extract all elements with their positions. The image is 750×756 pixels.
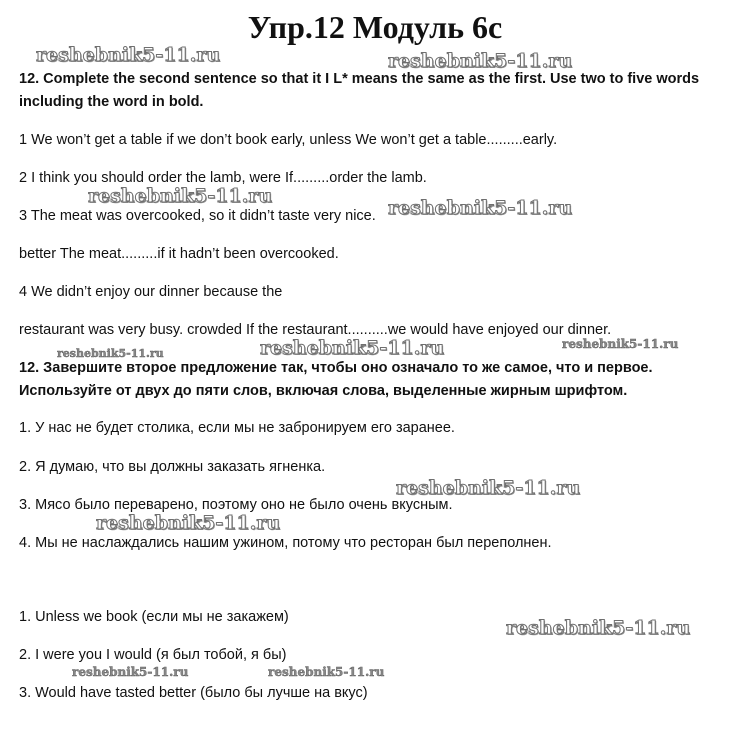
watermark: reshebnik5-11.ru bbox=[506, 617, 691, 639]
answer-3: 3. Would have tasted better (было бы лучше на вкус) bbox=[19, 685, 368, 701]
watermark: reshebnik5-11.ru bbox=[96, 512, 281, 534]
page-title: Упр.12 Модуль 6с bbox=[247, 9, 503, 45]
watermark: reshebnik5-11.ru bbox=[88, 185, 273, 207]
watermark: reshebnik5-11.ru bbox=[57, 347, 164, 360]
watermark: reshebnik5-11.ru bbox=[72, 665, 189, 679]
watermark: reshebnik5-11.ru bbox=[260, 337, 445, 359]
watermark: reshebnik5-11.ru bbox=[388, 50, 573, 72]
english-sentence-3: 3 The meat was overcooked, so it didn’t taste very nice. bbox=[19, 208, 376, 224]
answer-1: 1. Unless we book (если мы не закажем) bbox=[19, 609, 289, 625]
russian-sentence-1: 1. У нас не будет столика, если мы не забронируем его заранее. bbox=[19, 420, 455, 436]
russian-sentence-4: 4. Мы не наслаждались нашим ужином, потому что ресторан был переполнен. bbox=[19, 535, 552, 551]
english-sentence-1: 1 We won’t get a table if we don’t book early, unless We won’t get a table.........early. bbox=[19, 132, 558, 148]
russian-task-line-1: 12. Завершите второе предложение так, чтобы оно означало то же самое, что и первое. bbox=[19, 360, 653, 376]
english-sentence-4: 4 We didn’t enjoy our dinner because the bbox=[19, 284, 283, 300]
russian-task-line-2: Используйте от двух до пяти слов, включая слова, выделенные жирным шрифтом. bbox=[19, 383, 628, 399]
english-task-line-2: including the word in bold. bbox=[19, 94, 204, 110]
english-sentence-3-continued: better The meat.........if it hadn’t been overcooked. bbox=[19, 246, 339, 262]
watermark: reshebnik5-11.ru bbox=[388, 197, 573, 219]
english-task-line-1: 12. Complete the second sentence so that it I L* means the same as the first. Use two to five words bbox=[19, 71, 700, 87]
russian-sentence-2: 2. Я думаю, что вы должны заказать ягненка. bbox=[19, 459, 326, 475]
watermark: reshebnik5-11.ru bbox=[562, 337, 679, 351]
watermark: reshebnik5-11.ru bbox=[396, 477, 581, 499]
english-sentence-4-continued: restaurant was very busy. crowded If the restaurant..........we would have enjoyed our dinner. bbox=[19, 322, 612, 338]
watermark: reshebnik5-11.ru bbox=[36, 44, 221, 66]
english-sentence-2: 2 I think you should order the lamb, were If.........order the lamb. bbox=[19, 170, 427, 186]
answer-2: 2. I were you I would (я был тобой, я бы) bbox=[19, 647, 287, 663]
watermark: reshebnik5-11.ru bbox=[268, 665, 385, 679]
russian-sentence-3: 3. Мясо было переварено, поэтому оно не было очень вкусным. bbox=[19, 497, 453, 513]
